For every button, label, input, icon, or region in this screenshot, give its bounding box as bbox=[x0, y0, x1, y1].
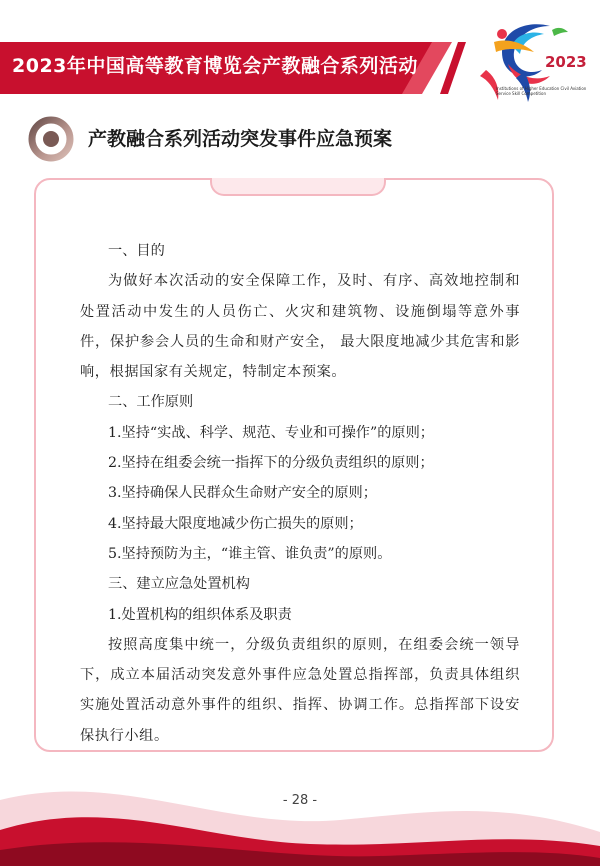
heading-principles: 二、工作原则 bbox=[108, 394, 194, 411]
section-title: 产教融合系列活动突发事件应急预案 bbox=[88, 128, 393, 150]
footer-wave bbox=[0, 760, 600, 866]
header-banner bbox=[0, 42, 452, 94]
heading-purpose: 一、目的 bbox=[108, 243, 165, 259]
paragraph-purpose: 为做好本次活动的安全保障工作，及时、有序、高效地控制和处置活动中发生的人员伤亡、火灾和建筑物、设施倒塌等意外事件，保护参会人员的生命和财产安全， 最大限度地减少其危害和影响，根据国家有关规定，特制定本预案。 bbox=[80, 273, 520, 381]
list-item: 3.坚持确保人民群众生命财产安全的原则； bbox=[108, 485, 377, 502]
logo-subtitle: Institutions of Higher Education Civil Aviation Service Skill Competition bbox=[496, 86, 587, 96]
card-tab bbox=[210, 178, 386, 196]
subheading-system: 1.处置机构的组织体系及职责 bbox=[108, 606, 292, 623]
logo-year: 2023 bbox=[545, 53, 587, 71]
banner-title: 2023年中国高等教育博览会产教融合系列活动 bbox=[12, 55, 418, 77]
ring-icon bbox=[28, 116, 74, 162]
list-item: 4.坚持最大限度地减少伤亡损失的原则； bbox=[108, 515, 363, 532]
banner-stripes bbox=[436, 42, 476, 94]
list-item: 2.坚持在组委会统一指挥下的分级负责组织的原则； bbox=[108, 455, 434, 472]
heading-organization: 三、建立应急处置机构 bbox=[108, 576, 250, 593]
page-number: - 28 - bbox=[282, 793, 318, 808]
list-item: 5.坚持预防为主，“谁主管、谁负责”的原则。 bbox=[108, 545, 392, 562]
list-item: 1.坚持“实战、科学、规范、专业和可操作”的原则； bbox=[108, 424, 434, 441]
paragraph-organization: 按照高度集中统一，分级负责组织的原则，在组委会统一领导下，成立本届活动突发意外事件应急处置总指挥部，负责具体组织实施处置活动意外事件的组织、指挥、协调工作。总指挥部下设安保执行小组。 bbox=[80, 636, 520, 744]
document-body bbox=[80, 236, 520, 751]
